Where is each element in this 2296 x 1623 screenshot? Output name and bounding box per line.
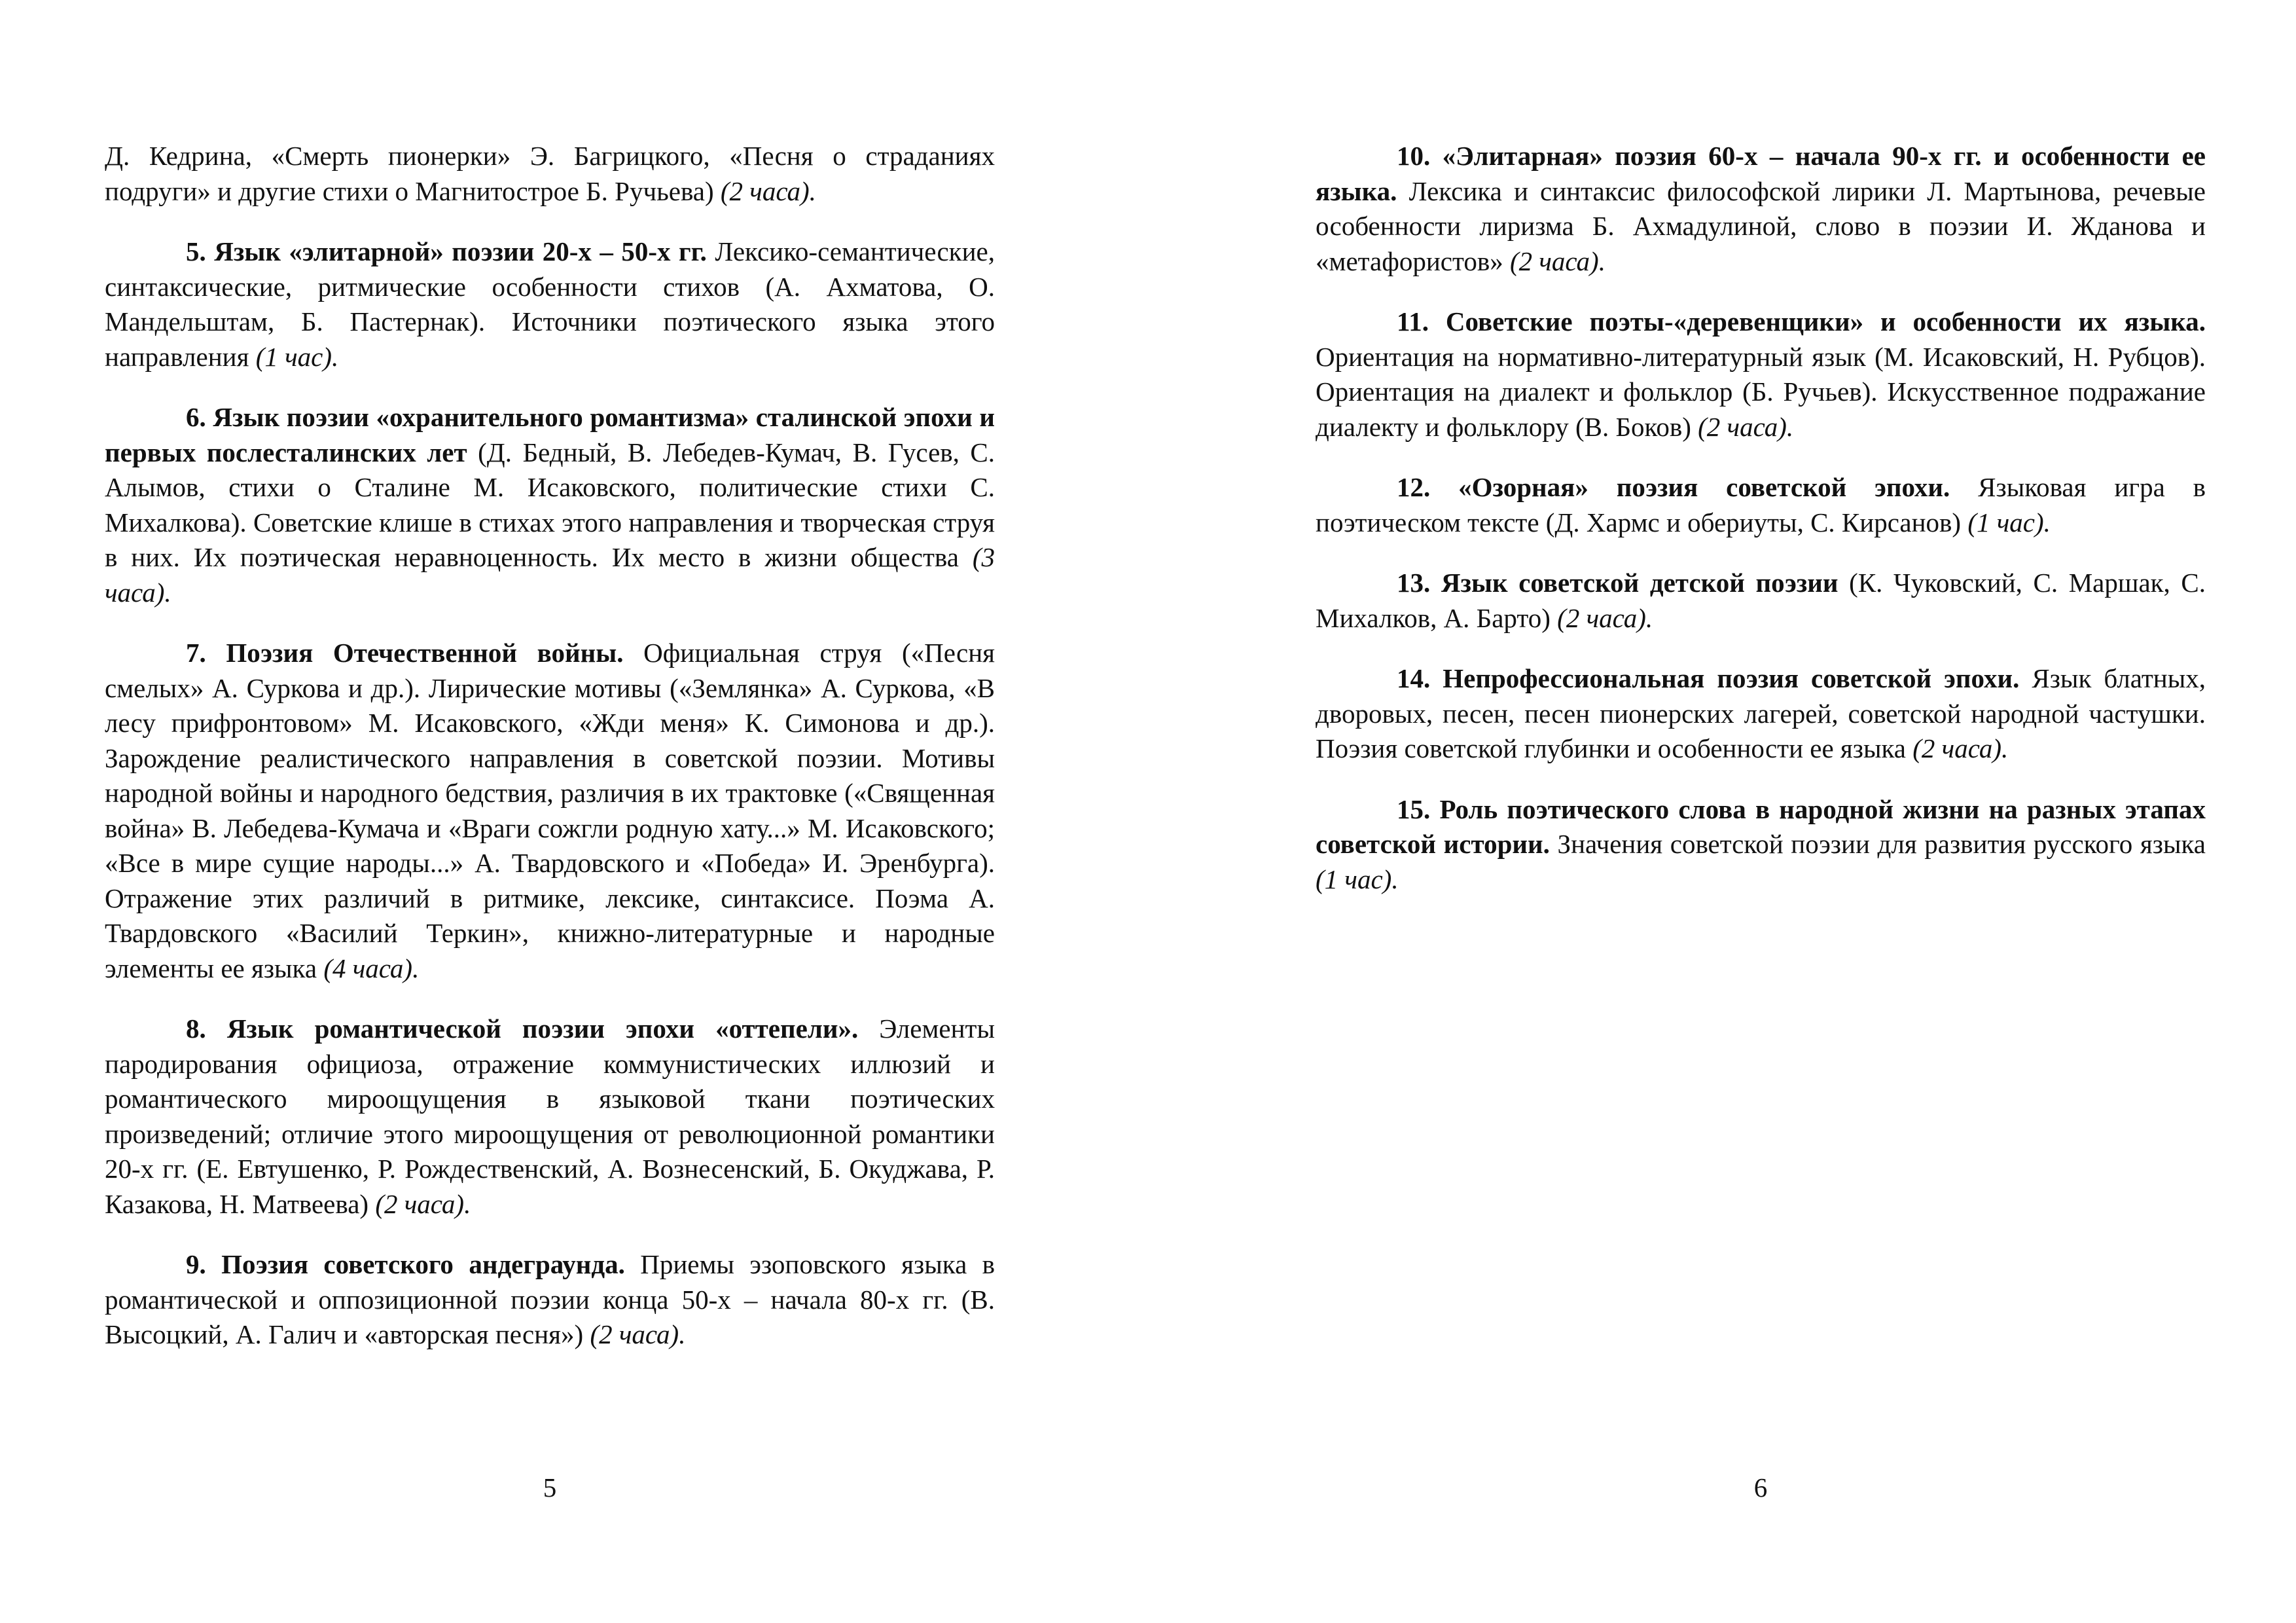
paragraph-body: Д. Кедрина, «Смерть пионерки» Э. Багрицкого, «Песня о страданиях подруги» и другие стихи о Магнитострое Б. Ручьева) <box>105 141 995 206</box>
paragraph-hours: (1 час). <box>1316 864 1399 894</box>
section-heading: 7. Поэзия Отечественной войны. <box>186 638 624 668</box>
right-page-content <box>1316 139 2206 922</box>
paragraph-hours: (2 часа). <box>720 175 816 206</box>
paragraph-body: Лексико-семантические, синтаксические, ритмические особенности стихов (А. Ахматова, О. Мандельштам, Б. Пастернак). Источники поэтического языка этого направления <box>105 236 995 372</box>
section-9 <box>105 1247 995 1353</box>
paragraph-hours: (2 часа). <box>590 1319 686 1349</box>
paragraph-body: (К. Чуковский, С. Маршак, С. Михалков, А. Барто) <box>1316 568 2206 633</box>
section-12 <box>1316 470 2206 540</box>
section-heading: 9. Поэзия советского андеграунда. <box>186 1249 625 1279</box>
paragraph-hours: (2 часа). <box>1509 246 1605 276</box>
paragraph-body: Лексика и синтаксис философской лирики Л. Мартынова, речевые особенности лиризма Б. Ахмадулиной, слово в поэзии И. Жданова и «метафористов» <box>1316 175 2206 276</box>
right-page <box>1316 0 2206 1623</box>
section-8 <box>105 1012 995 1222</box>
section-heading: 10. «Элитарная» поэзия 60-х – начала 90-х гг. и особенности ее языка. <box>1316 141 2206 206</box>
section-heading: 11. Советские поэты-«деревенщики» и особенности их языка. <box>1397 306 2206 337</box>
paragraph-body: (Д. Бедный, В. Лебедев-Кумач, В. Гусев, С. Алымов, стихи о Сталине М. Исаковского, политические стихи С. Михалкова). Советские клише в стихах этого направления и творческая струя в них. Их поэтическая неравноценность. Их место в жизни общества <box>105 437 996 572</box>
section-heading: 14. Непрофессиональная поэзия советской эпохи. <box>1397 663 2020 693</box>
left-page-content <box>105 139 995 1378</box>
paragraph-body: Языковая игра в поэтическом тексте (Д. Хармс и обериуты, С. Кирсанов) <box>1316 472 2206 538</box>
section-11 <box>1316 304 2206 445</box>
paragraph-continuation <box>105 139 995 209</box>
paragraph-hours: (2 часа). <box>1698 411 1794 442</box>
section-6 <box>105 400 995 610</box>
paragraph-hours: (3 часа). <box>105 542 995 608</box>
paragraph-body: Ориентация на нормативно-литературный язык (М. Исаковский, Н. Рубцов). Ориентация на диалект и фольклор (Б. Ручьев). Искусственное подражание диалекту и фольклору (В. Боков) <box>1316 341 2206 442</box>
paragraph-body: Элементы пародирования официоза, отражение коммунистических иллюзий и романтического мироощущения в языковой ткани поэтических произведений; отличие этого мироощущения от революционной романтики 20-х гг. (Е. Евтушенко, Р. Рождественский, А. Вознесенский, Б. Окуджава, Р. Казакова, Н. Матвеева) <box>105 1013 995 1219</box>
section-heading: 15. Роль поэтического слова в народной жизни на разных этапах советской истории. <box>1316 793 2206 859</box>
section-heading: 8. Язык романтической поэзии эпохи «оттепели». <box>186 1013 859 1044</box>
paragraph-hours: (2 часа). <box>1557 602 1653 633</box>
section-10 <box>1316 139 2206 279</box>
paragraph-hours: (4 часа). <box>323 953 420 983</box>
page-number: 5 <box>543 1472 557 1503</box>
paragraph-hours: (2 часа). <box>1912 733 2009 763</box>
section-15 <box>1316 792 2206 898</box>
paragraph-body: Приемы эзоповского языка в романтической и оппозиционной поэзии конца 50-х – начала 80-х гг. (В. Высоцкий, А. Галич и «авторская песня») <box>105 1249 996 1349</box>
page-number: 6 <box>1753 1472 1768 1503</box>
paragraph-body: Язык блатных, дворовых, песен, песен пионерских лагерей, советской народной частушки. Поэзия советской глубинки и особенности ее языка <box>1316 663 2206 763</box>
section-heading: 5. Язык «элитарной» поэзии 20-х – 50-х гг. <box>186 236 707 266</box>
paragraph-body: Официальная струя («Песня смелых» А. Суркова и др.). Лирические мотивы («Землянка» А. Суркова, «В лесу прифронтовом» М. Исаковского, «Жди меня» К. Симонова и др.). Зарождение реалистического направления в советской поэзии. Мотивы народной войны и народного бедствия, различия в их трактовке («Священная война» В. Лебедева-Кумача и «Враги сожгли родную хату...» М. Исаковского; «Все в мире сущие народы...» А. Твардовского и «Победа» И. Эренбурга). Отражение этих различий в ритмике, лексике, синтаксисе. Поэма А. Твардовского «Василий Теркин», книжно-литературные и народные элементы ее языка <box>105 638 995 983</box>
paragraph-hours: (2 часа). <box>375 1188 471 1219</box>
section-heading: 6. Язык поэзии «охранительного романтизма» сталинской эпохи и первых послесталинских лет <box>105 402 995 467</box>
section-13 <box>1316 566 2206 636</box>
section-7 <box>105 636 995 986</box>
section-heading: 13. Язык советской детской поэзии <box>1397 568 1839 598</box>
paragraph-hours: (1 час). <box>1967 507 2051 538</box>
paragraph-body: Значения советской поэзии для развития русского языка <box>1557 829 2206 859</box>
section-5 <box>105 234 995 374</box>
paragraph-hours: (1 час). <box>255 341 339 372</box>
left-page <box>105 0 995 1623</box>
section-heading: 12. «Озорная» поэзия советской эпохи. <box>1397 472 1950 502</box>
section-14 <box>1316 661 2206 767</box>
